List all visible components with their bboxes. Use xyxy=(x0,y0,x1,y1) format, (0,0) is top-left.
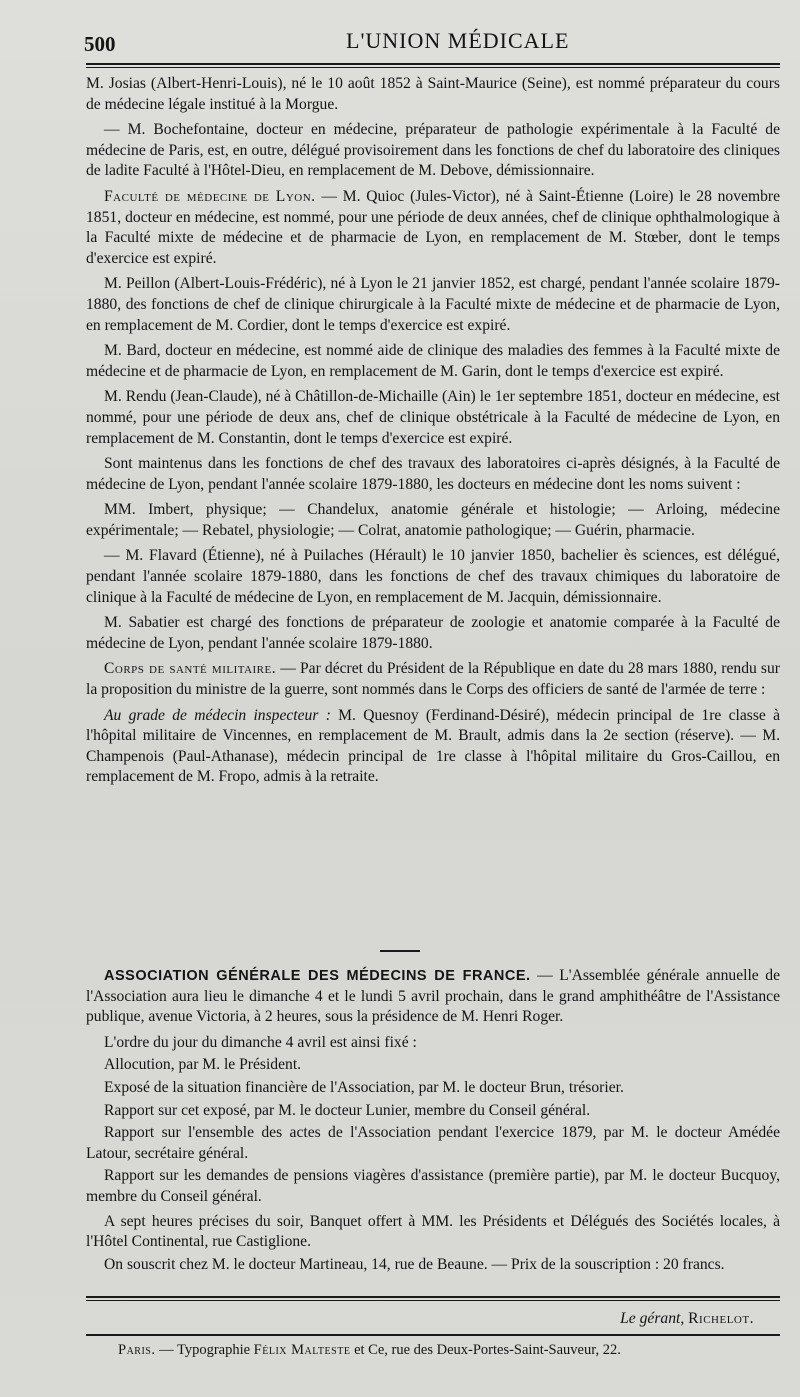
paragraph-sabatier: M. Sabatier est chargé des fonctions de préparateur de zoologie et anatomie comparée à la Faculté de médecine de Lyon, pendant l'année scolaire 1879-1880. xyxy=(86,614,780,652)
footer-rule xyxy=(86,1296,780,1298)
association-intro: — L'Assemblée générale annuelle de l'Association aura lieu le dimanche 4 et le lundi 5 avril prochain, dans le grand amphithéâtre de l'Assistance publique, avenue Victoria, à 2 heures, sous la présidence de M. Henri Roger. xyxy=(86,967,780,1026)
paragraph-corps-sante xyxy=(86,659,780,700)
body-text xyxy=(86,74,780,793)
association-section xyxy=(86,966,780,1280)
section-heading-faculte-lyon: Faculté de médecine de Lyon. xyxy=(104,187,316,205)
agenda-item: Rapport sur l'ensemble des actes de l'Association pendant l'exercice 1879, par M. le docteur Amédée Latour, secrétaire général. xyxy=(86,1124,780,1162)
printer-text-a: — Typographie xyxy=(155,1342,254,1358)
paragraph-quioc-text: — M. Quioc (Jules-Victor), né à Saint-Étienne (Loire) le 28 novembre 1851, docteur en médecine, est nommé, pour une période de deux années, chef de clinique ophthalmologique à la Faculté mixte de médecine et de pharmacie de Lyon, en remplacement de M. Stœber, dont le temps d'exercice est expiré. xyxy=(86,187,780,267)
paragraph-flavard: — M. Flavard (Étienne), né à Puilaches (Hérault) le 10 janvier 1850, bachelier ès sciences, est délégué, pendant l'année scolaire 1879-1880, dans les fonctions de chef des travaux chimiques du laboratoire de clinique à la Faculté de médecine de Lyon, en remplacement de M. Jacquin, démissionnaire. xyxy=(86,547,780,606)
paragraph-medecin-inspecteur xyxy=(86,706,780,788)
banquet-notice: A sept heures précises du soir, Banquet offert à MM. les Présidents et Délégués des Sociétés locales, à l'Hôtel Continental, rue Castiglione. xyxy=(86,1212,780,1251)
printer-imprint xyxy=(118,1342,621,1359)
subheading-medecin-inspecteur: Au grade de médecin inspecteur : xyxy=(104,706,331,724)
printer-name: Félix Malteste xyxy=(253,1342,351,1358)
paragraph-rendu: M. Rendu (Jean-Claude), né à Châtillon-de-Michaille (Ain) le 1er septembre 1851, docteur en médecine, est nommé, pour une période de deux ans, chef de clinique obstétricale à la Faculté de médecine de Lyon, en remplacement de M. Constantin, dont le temps d'exercice est expiré. xyxy=(86,388,780,447)
page-header xyxy=(84,26,778,60)
subscription-notice: On souscrit chez M. le docteur Martineau, 14, rue de Beaune. — Prix de la souscription : 20 francs. xyxy=(104,1255,725,1273)
order-of-day-intro: L'ordre du jour du dimanche 4 avril est ainsi fixé : xyxy=(104,1033,417,1051)
paragraph-maintenus: Sont maintenus dans les fonctions de chef des travaux des laboratoires ci-après désignés, à la Faculté de médecine de Lyon, pendant l'année scolaire 1879-1880, les docteurs en médecine dont les noms suivent : xyxy=(86,455,780,493)
signature xyxy=(620,1310,754,1328)
paragraph-bard: M. Bard, docteur en médecine, est nommé aide de clinique des maladies des femmes à la Faculté mixte de médecine et de pharmacie de Lyon, en remplacement de M. Garin, dont le temps d'exercice est expiré. xyxy=(86,342,780,380)
agenda-item: Rapport sur les demandes de pensions viagères d'assistance (première partie), par M. le docteur Bucquoy, membre du Conseil général. xyxy=(86,1167,780,1205)
paragraph-list-mm: MM. Imbert, physique; — Chandelux, anatomie générale et histologie; — Arloing, médecine expérimentale; — Rebatel, physiologie; — Colrat, anatomie pathologique; — Guérin, pharmacie. xyxy=(86,501,780,539)
footer-rule-thin xyxy=(86,1300,780,1301)
agenda-item: Rapport sur cet exposé, par M. le docteur Lunier, membre du Conseil général. xyxy=(104,1101,591,1119)
section-separator xyxy=(380,950,420,952)
paragraph-decret-text: — Par décret du Président de la République en date du 28 mars 1880, rendu sur la proposition du ministre de la guerre, sont nommés dans le Corps des officiers de santé de l'armée de terre : xyxy=(86,660,780,699)
paragraph-faculte-lyon xyxy=(86,187,780,269)
signature-label: Le gérant, xyxy=(620,1310,685,1327)
printer-city: Paris. xyxy=(118,1342,156,1358)
paragraph-quesnoy-text: M. Quesnoy (Ferdinand-Désiré), médecin principal de 1re classe à l'hôpital militaire de Vincennes, en remplacement de M. Brault, admis dans la 2e section (réserve). — M. Champenois (Paul-Athanase), médecin principal de 1re classe à l'hôpital militaire du Gros-Caillou, en remplacement de M. Fropo, admis à la retraite. xyxy=(86,706,781,786)
section-heading-corps-sante: Corps de santé militaire. xyxy=(104,660,277,678)
paragraph-josias: M. Josias (Albert-Henri-Louis), né le 10 août 1852 à Saint-Maurice (Seine), est nommé préparateur du cours de médecine légale institué à la Morgue. xyxy=(86,75,780,113)
header-rule xyxy=(86,63,780,65)
running-title: L'UNION MÉDICALE xyxy=(346,28,570,53)
paragraph-bochefontaine: — M. Bochefontaine, docteur en médecine, préparateur de pathologie expérimentale à la Faculté de médecine de Paris, est, en outre, délégué provisoirement dans les fonctions de chef du laboratoire des cliniques de ladite Faculté à l'Hôtel-Dieu, en remplacement de M. Debove, démissionnaire. xyxy=(86,121,780,180)
agenda-item: Allocution, par M. le Président. xyxy=(104,1056,302,1074)
imprint-rule xyxy=(86,1334,780,1336)
printer-text-b: et Ce, rue des Deux-Portes-Saint-Sauveur, 22. xyxy=(350,1342,621,1358)
agenda-item: Exposé de la situation financière de l'Association, par M. le docteur Brun, trésorier. xyxy=(104,1078,624,1096)
page-number: 500 xyxy=(84,32,116,56)
association-title: ASSOCIATION GÉNÉRALE DES MÉDECINS DE FRANCE. xyxy=(104,968,531,984)
paragraph-association xyxy=(86,966,780,1028)
header-rule-thin xyxy=(86,67,780,68)
signature-name: Richelot. xyxy=(688,1310,754,1327)
paragraph-peillon: M. Peillon (Albert-Louis-Frédéric), né à Lyon le 21 janvier 1852, est chargé, pendant l'année scolaire 1879-1880, des fonctions de chef de clinique chirurgicale à la Faculté mixte de médecine et de pharmacie de Lyon, en remplacement de M. Cordier, dont le temps d'exercice est expiré. xyxy=(86,275,780,334)
